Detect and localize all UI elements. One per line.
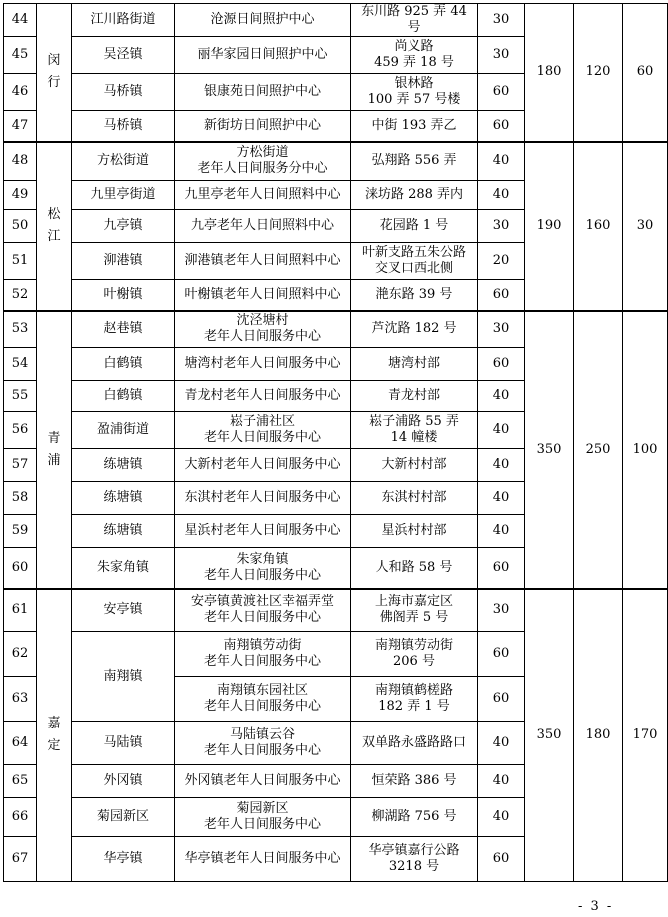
beds-cell: 40 xyxy=(478,381,525,412)
center-name-cell: 南翔镇东园社区 老年人日间服务中心 xyxy=(175,677,351,722)
center-name-cell: 泖港镇老年人日间照料中心 xyxy=(175,243,351,280)
row-number: 54 xyxy=(4,348,37,381)
address-cell: 南翔镇劳动街 206 号 xyxy=(351,632,478,677)
address-cell: 弘翔路 556 弄 xyxy=(351,142,478,181)
town-cell: 菊园新区 xyxy=(72,798,175,837)
total-c-cell: 30 xyxy=(623,142,668,311)
town-cell: 马陆镇 xyxy=(72,722,175,765)
address-cell: 花园路 1 号 xyxy=(351,210,478,243)
row-number: 47 xyxy=(4,111,37,142)
center-name-cell: 安亭镇黄渡社区幸福弄堂 老年人日间服务中心 xyxy=(175,589,351,632)
town-cell: 华亭镇 xyxy=(72,837,175,882)
center-name-cell: 银康苑日间照护中心 xyxy=(175,74,351,111)
town-cell: 练塘镇 xyxy=(72,449,175,482)
row-number: 46 xyxy=(4,74,37,111)
town-cell: 安亭镇 xyxy=(72,589,175,632)
total-a-cell: 350 xyxy=(525,589,574,882)
center-name-cell: 九里亭老年人日间照料中心 xyxy=(175,181,351,210)
address-cell: 塘湾村部 xyxy=(351,348,478,381)
table-row xyxy=(4,311,668,348)
total-c-cell: 100 xyxy=(623,311,668,589)
total-b-cell: 180 xyxy=(574,589,623,882)
center-name-cell: 青龙村老年人日间服务中心 xyxy=(175,381,351,412)
table-row xyxy=(4,4,668,37)
day-care-center-table xyxy=(3,3,668,882)
address-cell: 涞坊路 288 弄内 xyxy=(351,181,478,210)
district-cell: 闵 行 xyxy=(37,4,72,142)
center-name-cell: 南翔镇劳动街 老年人日间服务中心 xyxy=(175,632,351,677)
total-a-cell: 350 xyxy=(525,311,574,589)
center-name-cell: 华亭镇老年人日间服务中心 xyxy=(175,837,351,882)
center-name-cell: 丽华家园日间照护中心 xyxy=(175,37,351,74)
row-number: 56 xyxy=(4,412,37,449)
district-cell: 松 江 xyxy=(37,142,72,311)
town-cell: 方松街道 xyxy=(72,142,175,181)
address-cell: 叶新支路五朱公路 交叉口西北侧 xyxy=(351,243,478,280)
row-number: 66 xyxy=(4,798,37,837)
center-name-cell: 菊园新区 老年人日间服务中心 xyxy=(175,798,351,837)
address-cell: 南翔镇鹤槎路 182 弄 1 号 xyxy=(351,677,478,722)
row-number: 49 xyxy=(4,181,37,210)
row-number: 57 xyxy=(4,449,37,482)
address-cell: 恒荣路 386 号 xyxy=(351,765,478,798)
beds-cell: 30 xyxy=(478,37,525,74)
beds-cell: 60 xyxy=(478,280,525,311)
address-cell: 中街 193 弄乙 xyxy=(351,111,478,142)
address-cell: 柳湖路 756 号 xyxy=(351,798,478,837)
beds-cell: 40 xyxy=(478,412,525,449)
row-number: 59 xyxy=(4,515,37,548)
town-cell: 江川路街道 xyxy=(72,4,175,37)
total-b-cell: 250 xyxy=(574,311,623,589)
center-name-cell: 外冈镇老年人日间服务中心 xyxy=(175,765,351,798)
town-cell: 白鹤镇 xyxy=(72,348,175,381)
address-cell: 大新村村部 xyxy=(351,449,478,482)
beds-cell: 40 xyxy=(478,722,525,765)
total-b-cell: 160 xyxy=(574,142,623,311)
beds-cell: 60 xyxy=(478,837,525,882)
beds-cell: 40 xyxy=(478,515,525,548)
beds-cell: 60 xyxy=(478,632,525,677)
beds-cell: 60 xyxy=(478,348,525,381)
row-number: 50 xyxy=(4,210,37,243)
town-cell: 朱家角镇 xyxy=(72,548,175,589)
address-cell: 上海市嘉定区 佛阁弄 5 号 xyxy=(351,589,478,632)
beds-cell: 40 xyxy=(478,142,525,181)
town-cell: 南翔镇 xyxy=(72,632,175,722)
table-body xyxy=(4,4,668,882)
town-cell: 吴泾镇 xyxy=(72,37,175,74)
row-number: 60 xyxy=(4,548,37,589)
address-cell: 崧子浦路 55 弄 14 幢楼 xyxy=(351,412,478,449)
beds-cell: 40 xyxy=(478,181,525,210)
total-a-cell: 190 xyxy=(525,142,574,311)
table-row xyxy=(4,589,668,632)
beds-cell: 30 xyxy=(478,311,525,348)
address-cell: 东淇村村部 xyxy=(351,482,478,515)
center-name-cell: 方松街道 老年人日间服务分中心 xyxy=(175,142,351,181)
address-cell: 华亭镇嘉行公路 3218 号 xyxy=(351,837,478,882)
address-cell: 东川路 925 弄 44 号 xyxy=(351,4,478,37)
beds-cell: 60 xyxy=(478,548,525,589)
town-cell: 九里亭街道 xyxy=(72,181,175,210)
row-number: 62 xyxy=(4,632,37,677)
beds-cell: 30 xyxy=(478,210,525,243)
town-cell: 九亭镇 xyxy=(72,210,175,243)
center-name-cell: 星浜村老年人日间服务中心 xyxy=(175,515,351,548)
center-name-cell: 沈泾塘村 老年人日间服务中心 xyxy=(175,311,351,348)
total-c-cell: 60 xyxy=(623,4,668,142)
row-number: 63 xyxy=(4,677,37,722)
row-number: 67 xyxy=(4,837,37,882)
town-cell: 白鹤镇 xyxy=(72,381,175,412)
center-name-cell: 崧子浦社区 老年人日间服务中心 xyxy=(175,412,351,449)
town-cell: 赵巷镇 xyxy=(72,311,175,348)
address-cell: 尚义路 459 弄 18 号 xyxy=(351,37,478,74)
row-number: 48 xyxy=(4,142,37,181)
row-number: 65 xyxy=(4,765,37,798)
beds-cell: 30 xyxy=(478,589,525,632)
row-number: 61 xyxy=(4,589,37,632)
total-b-cell: 120 xyxy=(574,4,623,142)
town-cell: 马桥镇 xyxy=(72,111,175,142)
row-number: 51 xyxy=(4,243,37,280)
town-cell: 叶榭镇 xyxy=(72,280,175,311)
address-cell: 银林路 100 弄 57 号楼 xyxy=(351,74,478,111)
row-number: 52 xyxy=(4,280,37,311)
town-cell: 盈浦街道 xyxy=(72,412,175,449)
center-name-cell: 新街坊日间照护中心 xyxy=(175,111,351,142)
row-number: 55 xyxy=(4,381,37,412)
town-cell: 泖港镇 xyxy=(72,243,175,280)
district-cell: 嘉 定 xyxy=(37,589,72,882)
address-cell: 星浜村村部 xyxy=(351,515,478,548)
town-cell: 练塘镇 xyxy=(72,482,175,515)
address-cell: 人和路 58 号 xyxy=(351,548,478,589)
row-number: 44 xyxy=(4,4,37,37)
center-name-cell: 塘湾村老年人日间服务中心 xyxy=(175,348,351,381)
page-number: - 3 - xyxy=(578,899,614,914)
total-c-cell: 170 xyxy=(623,589,668,882)
center-name-cell: 九亭老年人日间照料中心 xyxy=(175,210,351,243)
address-cell: 芦沈路 182 号 xyxy=(351,311,478,348)
center-name-cell: 沧源日间照护中心 xyxy=(175,4,351,37)
address-cell: 青龙村部 xyxy=(351,381,478,412)
row-number: 53 xyxy=(4,311,37,348)
beds-cell: 40 xyxy=(478,449,525,482)
address-cell: 双单路永盛路路口 xyxy=(351,722,478,765)
table-row xyxy=(4,142,668,181)
row-number: 45 xyxy=(4,37,37,74)
row-number: 64 xyxy=(4,722,37,765)
beds-cell: 40 xyxy=(478,798,525,837)
center-name-cell: 东淇村老年人日间服务中心 xyxy=(175,482,351,515)
beds-cell: 20 xyxy=(478,243,525,280)
center-name-cell: 大新村老年人日间服务中心 xyxy=(175,449,351,482)
town-cell: 外冈镇 xyxy=(72,765,175,798)
beds-cell: 40 xyxy=(478,765,525,798)
address-cell: 滟东路 39 号 xyxy=(351,280,478,311)
town-cell: 马桥镇 xyxy=(72,74,175,111)
row-number: 58 xyxy=(4,482,37,515)
beds-cell: 60 xyxy=(478,111,525,142)
center-name-cell: 马陆镇云谷 老年人日间服务中心 xyxy=(175,722,351,765)
beds-cell: 60 xyxy=(478,74,525,111)
district-cell: 青 浦 xyxy=(37,311,72,589)
total-a-cell: 180 xyxy=(525,4,574,142)
beds-cell: 40 xyxy=(478,482,525,515)
beds-cell: 60 xyxy=(478,677,525,722)
center-name-cell: 朱家角镇 老年人日间服务中心 xyxy=(175,548,351,589)
town-cell: 练塘镇 xyxy=(72,515,175,548)
beds-cell: 30 xyxy=(478,4,525,37)
center-name-cell: 叶榭镇老年人日间照料中心 xyxy=(175,280,351,311)
